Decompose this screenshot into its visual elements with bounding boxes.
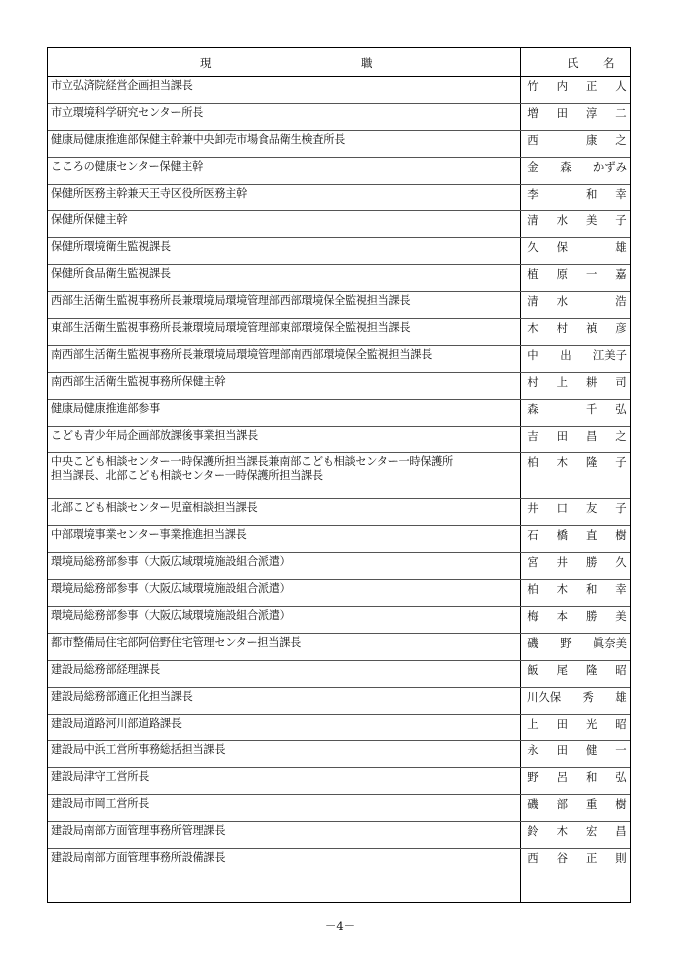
table-row bbox=[48, 427, 630, 454]
current-post: 東部生活衛生監視事務所長兼環境局環境管理部東部環境保全監視担当課長 bbox=[51, 321, 411, 335]
name-char: 部 bbox=[556, 797, 569, 812]
table-row bbox=[48, 158, 630, 185]
current-post: 保健所医務主幹兼天王寺区役所医務主幹 bbox=[51, 186, 247, 200]
current-post: 西部生活衛生監視事務所長兼環境局環境管理部西部環境保全監視担当課長 bbox=[51, 294, 411, 308]
header-post-char-1: 現 bbox=[200, 56, 212, 70]
name-char: 飯 bbox=[527, 662, 539, 677]
name-char: 森 bbox=[527, 401, 539, 416]
person-name bbox=[527, 213, 627, 227]
name-char: 一 bbox=[615, 743, 627, 758]
person-name bbox=[527, 321, 627, 335]
name-char: 植 bbox=[527, 267, 539, 282]
name-char: 柏 bbox=[527, 455, 539, 470]
name-char bbox=[556, 133, 568, 147]
person-name bbox=[527, 528, 627, 542]
name-char: 和 bbox=[585, 582, 598, 597]
name-char: 子 bbox=[615, 455, 627, 470]
name-char: 勝 bbox=[585, 555, 598, 570]
table-row bbox=[48, 822, 630, 849]
table-row bbox=[48, 688, 630, 715]
name-char: 出 bbox=[560, 347, 572, 362]
current-post: 市立環境科学研究センター所長 bbox=[51, 105, 203, 119]
name-char: 之 bbox=[615, 132, 627, 147]
name-char: 増 bbox=[527, 105, 539, 120]
name-char: 千 bbox=[585, 401, 598, 416]
name-char bbox=[556, 402, 568, 416]
current-post: 建設局市岡工営所長 bbox=[51, 797, 149, 811]
name-char: 原 bbox=[556, 267, 569, 282]
person-name bbox=[527, 375, 627, 389]
name-char: 幸 bbox=[615, 186, 627, 201]
person-name bbox=[527, 636, 627, 650]
header-name-char-1: 氏 bbox=[567, 56, 579, 70]
personnel-table bbox=[47, 47, 631, 903]
name-char: 磯 bbox=[527, 635, 539, 650]
name-char: 一 bbox=[585, 267, 598, 282]
name-char: 村 bbox=[527, 374, 539, 389]
person-name bbox=[527, 690, 627, 704]
name-char: 昌 bbox=[585, 428, 598, 443]
name-char: 隆 bbox=[585, 455, 598, 470]
name-char: 樹 bbox=[615, 797, 627, 812]
current-post: 環境局総務部参事（大阪広域環境施設組合派遣） bbox=[51, 609, 291, 623]
person-name bbox=[527, 501, 627, 515]
name-char: 上 bbox=[527, 716, 539, 731]
name-char: 和 bbox=[585, 770, 598, 785]
person-name bbox=[527, 79, 627, 93]
name-char: 呂 bbox=[556, 770, 569, 785]
person-name bbox=[527, 240, 627, 254]
person-name bbox=[527, 717, 627, 731]
name-char: 上 bbox=[556, 374, 569, 389]
current-post: こころの健康センター保健主幹 bbox=[51, 159, 203, 173]
name-char bbox=[556, 187, 568, 201]
table-row bbox=[48, 607, 630, 634]
current-post: 建設局中浜工営所事務総括担当課長 bbox=[51, 743, 226, 757]
name-char: 久 bbox=[615, 555, 627, 570]
name-char: 正 bbox=[585, 851, 598, 866]
person-name bbox=[527, 429, 627, 443]
person-name bbox=[527, 294, 627, 308]
table-row bbox=[48, 238, 630, 265]
name-char: 勝 bbox=[585, 609, 598, 624]
name-char: 雄 bbox=[615, 240, 627, 255]
name-char: 彦 bbox=[615, 321, 627, 336]
table-row bbox=[48, 77, 630, 104]
name-char: 人 bbox=[615, 79, 627, 93]
name-char: 健 bbox=[585, 743, 598, 758]
current-post: 保健所環境衛生監視課長 bbox=[51, 240, 171, 254]
name-char: 正 bbox=[585, 79, 598, 93]
table-row bbox=[48, 553, 630, 580]
name-char: 則 bbox=[615, 851, 627, 866]
current-post: 中部環境事業センター事業推進担当課長 bbox=[51, 528, 247, 542]
name-char: 野 bbox=[527, 770, 539, 785]
table-row bbox=[48, 849, 630, 876]
header-post-char-2: 職 bbox=[361, 56, 373, 70]
table-row bbox=[48, 661, 630, 688]
table-row bbox=[48, 185, 630, 212]
name-char: 内 bbox=[556, 79, 569, 93]
person-name bbox=[527, 348, 627, 362]
name-char: 浩 bbox=[615, 294, 627, 309]
name-char: 田 bbox=[556, 743, 569, 758]
name-char: 江美子 bbox=[592, 347, 627, 362]
person-name bbox=[527, 797, 627, 811]
name-char: 井 bbox=[527, 501, 539, 516]
name-char: 竹 bbox=[527, 79, 539, 93]
person-name bbox=[527, 455, 627, 469]
name-char: 川久保 bbox=[527, 689, 562, 704]
name-char: 水 bbox=[556, 294, 569, 309]
name-char: 幸 bbox=[615, 582, 627, 597]
name-char: 子 bbox=[615, 213, 627, 228]
name-char: 司 bbox=[615, 374, 627, 389]
current-post: 建設局津守工営所長 bbox=[51, 770, 149, 784]
name-char: 淳 bbox=[585, 105, 598, 120]
name-char: 昌 bbox=[615, 824, 627, 839]
name-char: 木 bbox=[527, 321, 539, 336]
name-char: 森 bbox=[560, 159, 572, 174]
name-char: 田 bbox=[556, 716, 569, 731]
name-char: 雄 bbox=[615, 689, 627, 704]
table-row bbox=[48, 499, 630, 526]
name-char: 尾 bbox=[556, 662, 569, 677]
name-char: 宏 bbox=[585, 824, 598, 839]
current-post: 環境局総務部参事（大阪広域環境施設組合派遣） bbox=[51, 555, 291, 569]
person-name bbox=[527, 609, 627, 623]
name-char: 木 bbox=[556, 824, 569, 839]
current-post: 建設局道路河川部道路課長 bbox=[51, 716, 182, 730]
table-row bbox=[48, 634, 630, 661]
current-post: 健康局健康推進部保健主幹兼中央卸売市場食品衛生検査所長 bbox=[51, 132, 345, 146]
name-char: 秀 bbox=[582, 689, 594, 704]
table-row bbox=[48, 715, 630, 742]
person-name bbox=[527, 663, 627, 677]
table-row bbox=[48, 346, 630, 373]
name-char: 禎 bbox=[585, 321, 598, 336]
name-char: かずみ bbox=[592, 159, 627, 174]
name-char: 口 bbox=[556, 501, 569, 516]
name-char: 美 bbox=[585, 213, 598, 228]
name-char: 梅 bbox=[527, 609, 539, 624]
table-row bbox=[48, 526, 630, 553]
table-row bbox=[48, 453, 630, 499]
person-name bbox=[527, 160, 627, 174]
name-char: 鈴 bbox=[527, 824, 539, 839]
name-char: 子 bbox=[615, 501, 627, 516]
current-post: 保健所保健主幹 bbox=[51, 213, 128, 227]
name-char: 金 bbox=[527, 159, 539, 174]
current-post: 健康局健康推進部参事 bbox=[51, 401, 160, 415]
name-char: 嘉 bbox=[615, 267, 627, 282]
name-char bbox=[586, 294, 598, 308]
current-post: 市立弘済院経営企画担当課長 bbox=[51, 79, 193, 92]
current-post: 中央こども相談センター一時保護所担当課長兼南部こども相談センター一時保護所 担当課長、北部こども相談センター一時保護所担当課長 bbox=[51, 455, 453, 483]
table-row bbox=[48, 741, 630, 768]
name-char: 橋 bbox=[556, 528, 569, 543]
name-char: 弘 bbox=[615, 770, 627, 785]
name-char: 磯 bbox=[527, 797, 539, 812]
name-char: 本 bbox=[556, 609, 569, 624]
current-post: 都市整備局住宅部阿倍野住宅管理センター担当課長 bbox=[51, 635, 301, 649]
current-post: 建設局南部方面管理事務所設備課長 bbox=[51, 851, 226, 865]
name-char: 井 bbox=[556, 555, 569, 570]
name-char: 村 bbox=[556, 321, 569, 336]
person-name bbox=[527, 187, 627, 201]
name-char: 石 bbox=[527, 528, 539, 543]
table-row bbox=[48, 211, 630, 238]
name-char: 美 bbox=[615, 609, 627, 624]
name-char: 康 bbox=[585, 132, 598, 147]
page-number: －4－ bbox=[324, 919, 356, 933]
table-row bbox=[48, 373, 630, 400]
name-char: 吉 bbox=[527, 428, 539, 443]
name-char: 西 bbox=[527, 851, 539, 866]
name-char: 野 bbox=[560, 635, 572, 650]
person-name bbox=[527, 851, 627, 865]
name-char: 昭 bbox=[615, 716, 627, 731]
current-post: こども青少年局企画部放課後事業担当課長 bbox=[51, 428, 258, 442]
table-row bbox=[48, 768, 630, 795]
current-post: 北部こども相談センター児童相談担当課長 bbox=[51, 501, 258, 515]
name-char: 耕 bbox=[585, 374, 598, 389]
name-char: 田 bbox=[556, 428, 569, 443]
name-char: 光 bbox=[585, 716, 598, 731]
person-name bbox=[527, 582, 627, 596]
name-char: 久 bbox=[527, 240, 539, 255]
table-row bbox=[48, 265, 630, 292]
table-row bbox=[48, 104, 630, 131]
name-char: 清 bbox=[527, 294, 539, 309]
current-post: 建設局南部方面管理事務所管理課長 bbox=[51, 824, 226, 838]
name-char: 木 bbox=[556, 582, 569, 597]
name-char: 宮 bbox=[527, 555, 539, 570]
name-char: 重 bbox=[585, 797, 598, 812]
table-row bbox=[48, 795, 630, 822]
name-char bbox=[586, 240, 598, 254]
name-char: 友 bbox=[585, 501, 598, 516]
current-post: 保健所食品衛生監視課長 bbox=[51, 267, 171, 281]
name-char: 和 bbox=[585, 186, 598, 201]
current-post: 環境局総務部参事（大阪広域環境施設組合派遣） bbox=[51, 582, 291, 596]
current-post: 建設局総務部適正化担当課長 bbox=[51, 689, 193, 703]
name-char: 隆 bbox=[585, 662, 598, 677]
name-char: 西 bbox=[527, 132, 539, 147]
person-name bbox=[527, 106, 627, 120]
name-char: 永 bbox=[527, 743, 539, 758]
table-row bbox=[48, 292, 630, 319]
name-char: 谷 bbox=[556, 851, 569, 866]
table-row bbox=[48, 580, 630, 607]
name-char: 木 bbox=[556, 455, 569, 470]
current-post: 南西部生活衛生監視事務所長兼環境局環境管理部南西部環境保全監視担当課長 bbox=[51, 347, 433, 361]
person-name bbox=[527, 743, 627, 757]
table-body bbox=[48, 77, 630, 876]
current-post: 南西部生活衛生監視事務所保健主幹 bbox=[51, 374, 226, 388]
person-name bbox=[527, 133, 627, 147]
name-char: 之 bbox=[615, 428, 627, 443]
name-char: 李 bbox=[527, 186, 539, 201]
current-post: 建設局総務部経理課長 bbox=[51, 662, 160, 676]
name-char: 眞奈美 bbox=[592, 635, 627, 650]
name-char: 直 bbox=[585, 528, 598, 543]
person-name bbox=[527, 402, 627, 416]
table-row bbox=[48, 319, 630, 346]
table-row bbox=[48, 131, 630, 158]
name-char: 田 bbox=[556, 105, 569, 120]
name-char: 清 bbox=[527, 213, 539, 228]
header-name-char-2: 名 bbox=[603, 56, 615, 70]
name-char: 昭 bbox=[615, 662, 627, 677]
name-char: 水 bbox=[556, 213, 569, 228]
person-name bbox=[527, 555, 627, 569]
name-char: 弘 bbox=[615, 401, 627, 416]
person-name bbox=[527, 824, 627, 838]
name-char: 二 bbox=[615, 105, 627, 120]
name-char: 柏 bbox=[527, 582, 539, 597]
person-name bbox=[527, 770, 627, 784]
person-name bbox=[527, 267, 627, 281]
table-row bbox=[48, 400, 630, 427]
name-char: 樹 bbox=[615, 528, 627, 543]
table-header bbox=[48, 48, 630, 77]
name-char: 保 bbox=[556, 240, 569, 255]
name-char: 中 bbox=[527, 347, 539, 362]
